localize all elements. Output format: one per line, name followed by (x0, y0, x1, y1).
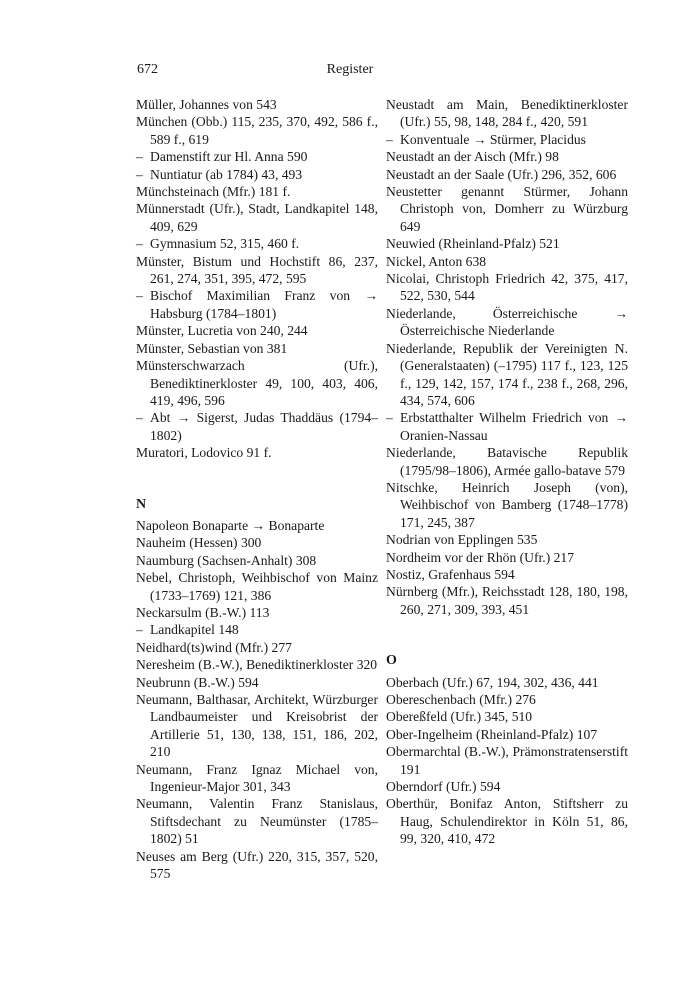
index-entry: Nürnberg (Mfr.), Reichsstadt 128, 180, 198, 260, 271, 309, 393, 451 (386, 584, 628, 617)
index-entry: Napoleon Bonaparte → Bonaparte (136, 517, 325, 533)
index-entry: Neustadt an der Aisch (Mfr.) 98 (386, 149, 559, 165)
subentry-text: Bischof Maximilian Franz von → Habsburg (1784–1801) (150, 288, 378, 321)
subentry-text: Gymnasium 52, 315, 460 f. (150, 236, 300, 252)
index-column-right (386, 96, 628, 848)
index-subentry (136, 287, 378, 322)
index-entry: Nauheim (Hessen) 300 (136, 535, 262, 551)
index-entry: Nebel, Christoph, Weihbischof von Mainz (1733–1769) 121, 386 (136, 570, 378, 603)
subentry-dash: – (136, 149, 143, 165)
index-entry: Obermarchtal (B.-W.), Prämonstratenserstift 191 (386, 744, 628, 777)
index-entry: Neubrunn (B.-W.) 594 (136, 674, 259, 690)
subentry-text: Erbstatthalter Wilhelm Friedrich von → Oranien-Nassau (400, 410, 628, 443)
index-entry: Neresheim (B.-W.), Benediktinerkloster 320 (136, 657, 378, 673)
index-entry: Oberndorf (Ufr.) 594 (386, 779, 501, 795)
index-entry: Neumann, Valentin Franz Stanislaus, Stiftsdechant zu Neumünster (1785–1802) 51 (136, 796, 378, 847)
index-entry: Nodrian von Epplingen 535 (386, 532, 538, 548)
index-subentry (136, 235, 378, 252)
subentry-dash: – (386, 410, 393, 426)
index-entry: Neuses am Berg (Ufr.) 220, 315, 357, 520, 575 (136, 848, 378, 882)
index-entry: Neustadt an der Saale (Ufr.) 296, 352, 606 (386, 166, 617, 182)
index-entry: Obereschenbach (Mfr.) 276 (386, 692, 536, 707)
subentry-dash: – (136, 410, 143, 426)
index-entry: Naumburg (Sachsen-Anhalt) 308 (136, 552, 317, 568)
index-entry: Niederlande, Österreichische → Österreichische Niederlande (386, 305, 628, 339)
section-letter: N (136, 496, 147, 512)
index-entry: Nostiz, Grafenhaus 594 (386, 566, 515, 582)
index-entry: München (Obb.) 115, 235, 370, 492, 586 f., 589 f., 619 (136, 114, 378, 147)
subentry-text: Landkapitel 148 (150, 622, 239, 638)
subentry-dash: – (386, 131, 393, 147)
index-subentry (136, 166, 378, 183)
index-entry: Neumann, Franz Ignaz Michael von, Ingenieur-Major 301, 343 (136, 761, 378, 795)
index-entry: Neumann, Balthasar, Architekt, Würzburger Landbaumeister und Kreisobrist der Artillerie 51, 130, 138, 151, 186, 202, 210 (136, 692, 378, 760)
index-entry: Niederlande, Batavische Republik (1795/98–1806), Armée gallo-batave 579 (386, 445, 628, 478)
index-entry: Neustetter genannt Stürmer, Johann Christoph von, Domherr zu Würzburg 649 (386, 184, 628, 234)
index-entry: Neidhard(ts)wind (Mfr.) 277 (136, 639, 292, 655)
index-entry: Neustadt am Main, Benediktinerkloster (Ufr.) 55, 98, 148, 284 f., 420, 591 (386, 97, 628, 130)
subentry-dash: – (136, 166, 143, 182)
index-entry: Nicolai, Christoph Friedrich 42, 375, 417, 522, 530, 544 (386, 271, 628, 304)
subentry-dash: – (136, 622, 143, 638)
index-entry: Nitschke, Heinrich Joseph (von), Weihbischof von Bamberg (1748–1778) 171, 245, 387 (386, 479, 628, 530)
index-entry: Muratori, Lodovico 91 f. (136, 445, 272, 461)
index-subentry (136, 621, 378, 638)
subentry-dash: – (136, 236, 143, 252)
subentry-text: Damenstift zur Hl. Anna 590 (150, 149, 308, 165)
subentry-text: Nuntiatur (ab 1784) 43, 493 (150, 166, 303, 182)
index-entry: Münster, Sebastian von 381 (136, 340, 288, 356)
index-subentry (136, 148, 378, 165)
index-entry: Neckarsulm (B.-W.) 113 (136, 604, 270, 620)
index-entry: Münster, Bistum und Hochstift 86, 237, 261, 274, 351, 395, 472, 595 (136, 253, 378, 287)
subentry-text: Konventuale → Stürmer, Placidus (400, 131, 586, 147)
running-head: Register (326, 62, 374, 77)
index-subentry (386, 409, 628, 444)
index-entry: Obereßfeld (Ufr.) 345, 510 (386, 709, 533, 725)
index-entry: Niederlande, Republik der Vereinigten N. (Generalstaaten) (–1795) 117 f., 123, 125 f., 129, 142, 157, 174 f., 238 f., 268, 296, 434, 574, 606 (386, 340, 628, 408)
section-letter: O (386, 653, 397, 669)
index-entry: Neuwied (Rheinland-Pfalz) 521 (386, 236, 560, 252)
page-number: 672 (137, 62, 158, 77)
index-entry: Münchsteinach (Mfr.) 181 f. (136, 184, 291, 200)
index-entry: Münnerstadt (Ufr.), Stadt, Landkapitel 148, 409, 629 (136, 201, 378, 234)
index-entry: Oberbach (Ufr.) 67, 194, 302, 436, 441 (386, 674, 599, 690)
index-subentry (386, 131, 628, 148)
index-entry: Nordheim vor der Rhön (Ufr.) 217 (386, 549, 575, 565)
subentry-dash: – (136, 288, 143, 304)
index-entry: Münsterschwarzach (Ufr.), Benediktinerkloster 49, 100, 403, 406, 419, 496, 596 (136, 358, 378, 408)
subentry-text: Abt → Sigerst, Judas Thaddäus (1794–1802) (150, 410, 378, 443)
index-subentry (136, 409, 378, 444)
index-entry: Müller, Johannes von 543 (136, 97, 277, 112)
index-column-left (136, 96, 378, 882)
index-entry: Ober-Ingelheim (Rheinland-Pfalz) 107 (386, 726, 598, 742)
index-entry: Nickel, Anton 638 (386, 253, 487, 269)
index-entry: Oberthür, Bonifaz Anton, Stiftsherr zu Haug, Schulendirektor in Köln 51, 86, 99, 320, 410, 472 (386, 796, 628, 847)
index-entry: Münster, Lucretia von 240, 244 (136, 323, 308, 339)
